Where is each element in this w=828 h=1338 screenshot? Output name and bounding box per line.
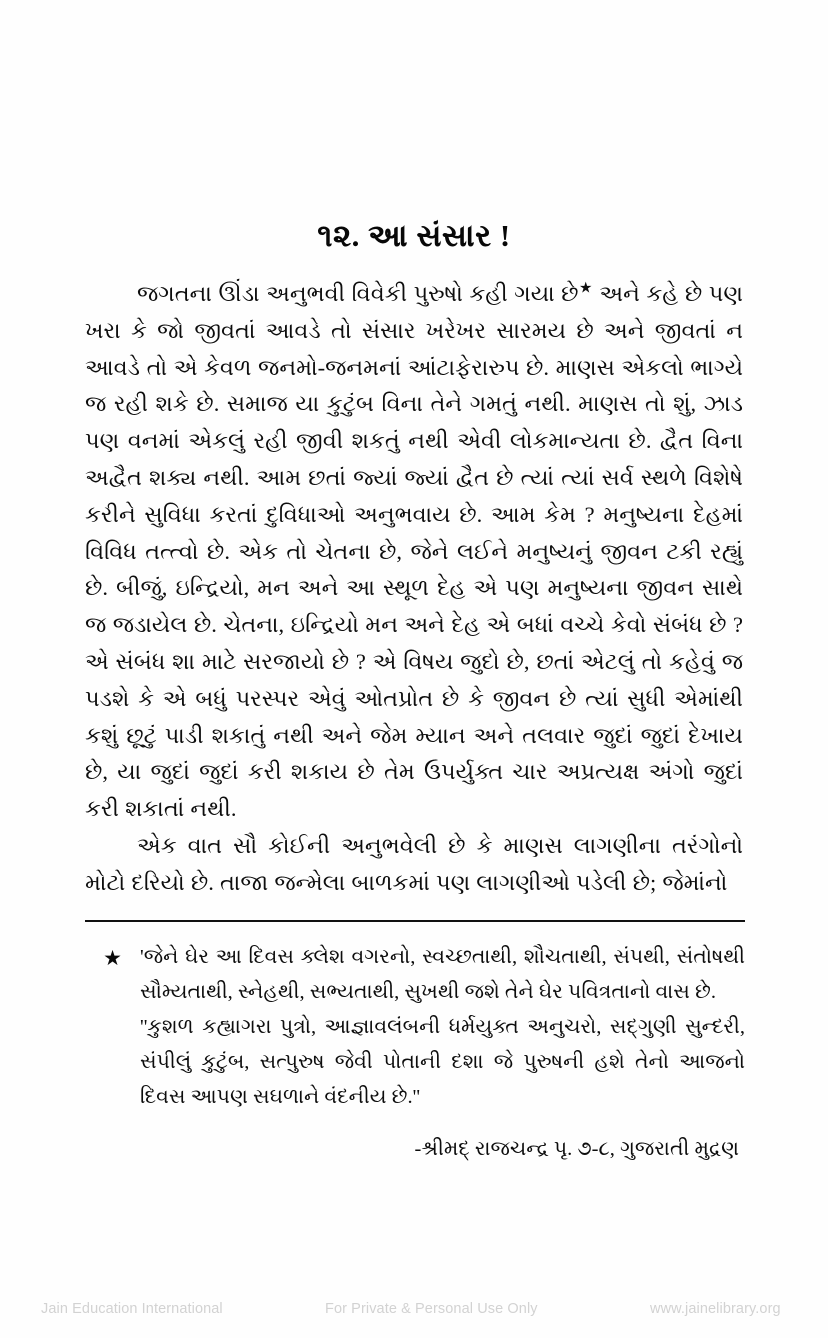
footnote-block	[85, 940, 745, 1165]
body-text-column	[85, 276, 743, 902]
footnote-divider-rule	[85, 920, 745, 922]
paragraph-1-text-b: અને કહે છે પણ ખરા કે જો જીવતાં આવડે તો સંસાર ખરેખર સારમય છે અને જીવતાં ન આવડે તો એ કેવળ જનમો-જનમનાં આંટાફેરારુપ છે. માણસ એકલો ભાગ્યે જ રહી શકે છે. સમાજ યા કુટુંબ વિના તેને ગમતું નથી. માણસ તો શું, ઝાડ પણ વનમાં એકલું રહી જીવી શકતું નથી એવી લોકમાન્યતા છે. દ્વૈત વિના અદ્વૈત શક્ય નથી. આમ છતાં જ્યાં જ્યાં દ્વૈત છે ત્યાં ત્યાં સર્વ સ્થળે વિશેષે કરીને સુવિધા કરતાં દુવિધાઓ અનુભવાય છે. આમ કેમ ? મનુષ્યના દેહમાં વિવિધ તત્ત્વો છે. એક તો ચેતના છે, જેને લઈને મનુષ્યનું જીવન ટકી રહ્યું છે. બીજું, ઇન્દ્રિયો, મન અને આ સ્થૂળ દેહ એ પણ મનુષ્યના જીવન સાથે જ જડાયેલ છે. ચેતના, ઇન્દ્રિયો મન અને દેહ એ બધાં વચ્ચે કેવો સંબંધ છે ? એ સંબંધ શા માટે સરજાયો છે ? એ વિષય જુદો છે, છતાં એટલું તો કહેવું જ પડશે કે એ બધું પરસ્પર એવું ઓતપ્રોત છે કે જીવન છે ત્યાં સુધી એમાંથી કશું છૂટું પાડી શકાતું નથી અને જેમ મ્યાન અને તલવાર જુદાં જુદાં દેખાય છે, યા જુદાં જુદાં કરી શકાય છે તેમ ઉપર્યુક્ત ચાર અપ્રત્યક્ષ અંગો જુદાં કરી શકાતાં નથી.	[85, 281, 743, 822]
page-title: ૧૨. આ સંસાર !	[317, 217, 511, 253]
page-footer	[0, 1294, 828, 1324]
footnote-paragraph-1: 'જેને ઘેર આ દિવસ ક્લેશ વગરનો, સ્વચ્છતાથી, શૌચતાથી, સંપથી, સંતોષથી સૌમ્યતાથી, સ્નેહથી, સભ્યતાથી, સુખથી જશે તેને ઘેર પવિત્રતાનો વાસ છે.	[140, 946, 745, 1003]
body-paragraph-2: એક વાત સૌ કોઈની અનુભવેલી છે કે માણસ લાગણીના તરંગોનો મોટો દરિયો છે. તાજા જન્મેલા બાળકમાં પણ લાગણીઓ પડેલી છે; જેમાંનો	[85, 832, 743, 895]
footer-usage-notice: For Private & Personal Use Only	[325, 1301, 538, 1317]
footer-website-link[interactable]: www.jainelibrary.org	[650, 1301, 781, 1317]
body-paragraph-1	[85, 276, 743, 828]
footnote-reference-marker: ★	[578, 280, 593, 297]
paragraph-1-text-a: જગતના ઊંડા અનુભવી વિવેકી પુરુષો કહી ગયા છે	[137, 281, 579, 306]
footnote-paragraph-2: ''કુશળ કહ્યાગરા પુત્રો, આજ્ઞાવલંબની ધર્મયુક્ત અનુચરો, સદ્‌ગુણી સુન્દરી, સંપીલું કુટુંબ, સત્પુરુષ જેવી પોતાની દશા જે પુરુષની હશે તેનો આજનો દિવસ આપણ સઘળાને વંદનીય છે.''	[140, 1016, 745, 1108]
footnote-first-row	[85, 940, 745, 1010]
footnote-attribution: -શ્રીમદ્ રાજચન્દ્ર પૃ. ૭-૮, ગુજરાતી મુદ્રણ	[414, 1138, 739, 1160]
footer-organization-label: Jain Education International	[41, 1301, 223, 1317]
star-icon: ★	[103, 946, 122, 970]
